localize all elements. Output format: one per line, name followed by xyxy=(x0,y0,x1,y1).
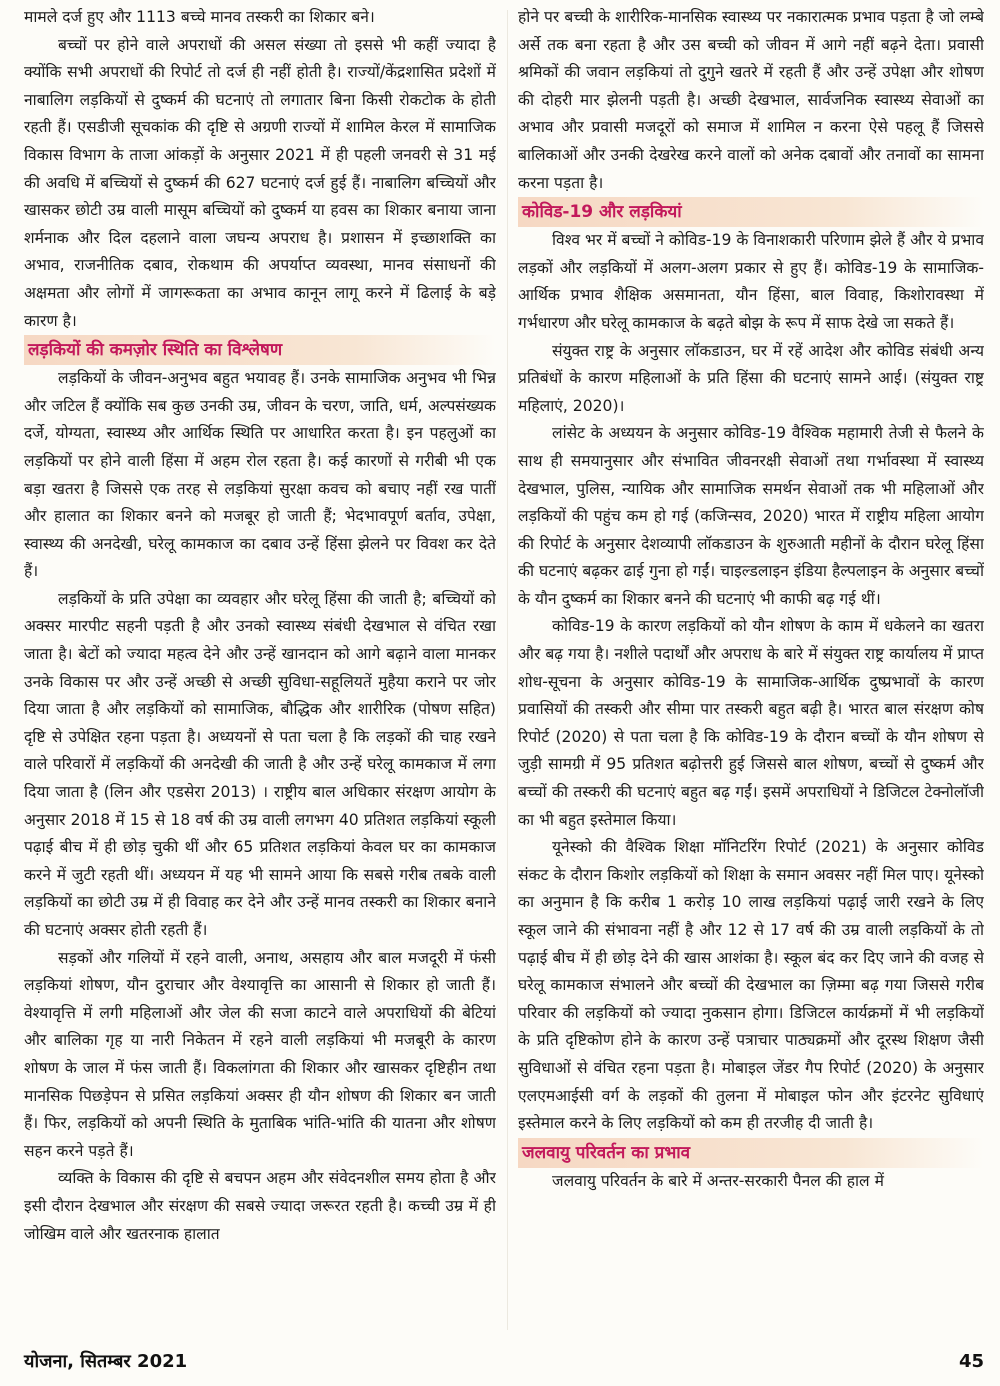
paragraph: यूनेस्को की वैश्विक शिक्षा मॉनिटरिंग रिपोर्ट (2021) के अनुसार कोविड संकट के दौरान किशोर लड़कियों को शिक्षा के समान अवसर नहीं मिल पाए। यूनेस्को का अनुमान है कि करीब 1 करोड़ 10 लाख लड़कियां पढ़ाई जारी रखने के लिए स्कूल जाने की संभावना नहीं है और 12 से 17 वर्ष की उम्र वाली लड़कियों के तो पढ़ाई बीच में ही छोड़ देने की खास आशंका है। स्कूल बंद कर दिए जाने की वजह से घरेलू कामकाज संभालने और बच्चों की देखभाल का ज़िम्मा बढ़ गया जिससे गरीब परिवार की लड़कियों को ज्यादा नुकसान होगा। डिजिटल कार्यक्रमों में भी लड़कियों के प्रति दृष्टिकोण होने के कारण उन्हें पत्राचार पाठ्यक्रमों और दूरस्थ शिक्षण जैसी सुविधाओं से वंचित रहना पड़ता है। मोबाइल जेंडर गैप रिपोर्ट (2020) के अनुसार एलएमआईसी वर्ग के लड़कों की तुलना में मोबाइल फोन और इंटरनेट सुविधाएं इस्तेमाल करने के लिए लड़कियों को कम ही तरजीह दी जाती है। xyxy=(518,838,984,1133)
paragraph: होने पर बच्ची के शारीरिक-मानसिक स्वास्थ्य पर नकारात्मक प्रभाव पड़ता है जो लम्बे अर्से तक बना रहता है और उस बच्ची को जीवन में आगे नहीं बढ़ने देता। प्रवासी श्रमिकों की जवान लड़कियां तो दुगुने खतरे में रहती हैं और उन्हें उपेक्षा और शोषण की दोहरी मार झेलनी पड़ती है। अच्छी देखभाल, सार्वजनिक स्वास्थ्य सेवाओं का अभाव और प्रवासी मजदूरों को समाज में शामिल न करना ऐसे पहलू हैं जिससे बालिकाओं और उनकी देखरेख करने वालों को अनेक दबावों और तनावों का सामना करना पड़ता है। xyxy=(518,8,984,192)
section-heading: कोविड-19 और लड़कियां xyxy=(518,197,984,227)
right-column xyxy=(518,4,984,1336)
column-divider xyxy=(507,10,508,1330)
paragraph: मामले दर्ज हुए और 1113 बच्चे मानव तस्करी का शिकार बने। xyxy=(24,8,375,26)
page-footer xyxy=(24,1346,984,1376)
paragraph: लड़कियों के जीवन-अनुभव बहुत भयावह हैं। उनके सामाजिक अनुभव भी भिन्न और जटिल हैं क्योंकि सब कुछ उनकी उम्र, जीवन के चरण, जाति, धर्म, अल्पसंख्यक दर्जे, योग्यता, स्वास्थ्य और आर्थिक स्थिति पर आधारित करता है। इन पहलुओं का लड़कियों पर होने वाली हिंसा में अहम रोल रहता है। कई कारणों से गरीबी भी एक बड़ा खतरा है जिससे एक तरह से लड़कियां सुरक्षा कवच को बचाए नहीं रख पातीं और हालात का शिकार बनने को मजबूर हो जाती हैं; भेदभावपूर्ण बर्ताव, उपेक्षा, स्वास्थ्य की अनदेखी, घरेलू कामकाज का दबाव उन्हें हिंसा झेलने पर विवश कर देते हैं। xyxy=(24,369,496,581)
section-heading: जलवायु परिवर्तन का प्रभाव xyxy=(518,1138,984,1168)
paragraph: संयुक्त राष्ट्र के अनुसार लॉकडाउन, घर में रहें आदेश और कोविड संबंधी अन्य प्रतिबंधों के कारण महिलाओं के प्रति हिंसा की घटनाएं सामने आई। (संयुक्त राष्ट्र महिलाएं, 2020)। xyxy=(518,341,984,415)
paragraph: व्यक्ति के विकास की दृष्टि से बचपन अहम और संवेदनशील समय होता है और इसी दौरान देखभाल और संरक्षण की सबसे ज्यादा जरूरत रहती है। कच्ची उम्र में ही जोखिम वाले और खतरनाक हालात xyxy=(24,1169,496,1243)
left-column xyxy=(24,4,496,1336)
page-number: 45 xyxy=(958,1350,984,1372)
paragraph: जलवायु परिवर्तन के बारे में अन्तर-सरकारी पैनल की हाल में xyxy=(552,1171,884,1190)
paragraph: बच्चों पर होने वाले अपराधों की असल संख्या तो इससे भी कहीं ज्यादा है क्योंकि सभी अपराधों की रिपोर्ट तो दर्ज ही नहीं होती है। राज्यों/केंद्रशासित प्रदेशों में नाबालिग लड़कियों से दुष्कर्म की घटनाएं तो लगातार बिना किसी रोकटोक के होती रहती हैं। एसडीजी सूचकांक की दृष्टि से अग्रणी राज्यों में शामिल केरल में सामाजिक विकास विभाग के ताजा आंकड़ों के अनुसार 2021 में ही पहली जनवरी से 31 मई की अवधि में बच्चियों से दुष्कर्म की 627 घटनाएं दर्ज हुई हैं। नाबालिग बच्चियों और खासकर छोटी उम्र वाली मासूम बच्चियों को दुष्कर्म या हवस का शिकार बनाया जाना शर्मनाक और दिल दहलाने वाला जघन्य अपराध है। प्रशासन में इच्छाशक्ति का अभाव, राजनीतिक दबाव, रोकथाम की अपर्याप्त व्यवस्था, मानव संसाधनों की अक्षमता और लोगों में जागरूकता का अभाव कानून लागू करने में ढिलाई के बड़े कारण है। xyxy=(24,35,496,330)
paragraph: सड़कों और गलियों में रहने वाली, अनाथ, असहाय और बाल मजदूरी में फंसी लड़कियां शोषण, यौन दुराचार और वेश्यावृत्ति का आसानी से शिकार हो जाती हैं। वेश्यावृत्ति में लगी महिलाओं और जेल की सजा काटने वाले अपराधियों की बेटियां और बालिका गृह या नारी निकेतन में रहने वाली लड़कियां भी मजबूरी के कारण शोषण के जाल में फंस जाती हैं। विकलांगता की शिकार और खासकर दृष्टिहीन तथा मानसिक पिछड़ेपन से प्रसित लड़कियां अक्सर ही यौन शोषण की शिकार बन जाती हैं। फिर, लड़कियों को अपनी स्थिति के मुताबिक भांति-भांति की यातना और शोषण सहन करने पड़ते हैं। xyxy=(24,948,496,1160)
publication-name: योजना, सितम्बर 2021 xyxy=(24,1351,188,1372)
paragraph: विश्व भर में बच्चों ने कोविड-19 के विनाशकारी परिणाम झेले हैं और ये प्रभाव लड़कों और लड़कियों में अलग-अलग प्रकार से हुए हैं। कोविड-19 के सामाजिक-आर्थिक प्रभाव शैक्षिक असमानता, यौन हिंसा, बाल विवाह, किशोरावस्था में गर्भधारण और घरेलू कामकाज के बढ़ते बोझ के रूप में साफ देखे जा सकते हैं। xyxy=(518,231,984,332)
paragraph: लांसेट के अध्ययन के अनुसार कोविड-19 वैश्विक महामारी तेजी से फैलने के साथ ही समयानुसार और संभावित जीवनरक्षी सेवाओं तथा गर्भावस्था में स्वास्थ्य देखभाल, पुलिस, न्यायिक और सामाजिक समर्थन सेवाओं तक भी महिलाओं और लड़कियों की पहुंच कम हो गई (कजिन्सव, 2020) भारत में राष्ट्रीय महिला आयोग की रिपोर्ट के अनुसार देशव्यापी लॉकडाउन के शुरुआती महीनों के दौरान घरेलू हिंसा की घटनाएं बढ़कर ढाई गुना हो गईं। चाइल्डलाइन इंडिया हैल्पलाइन के अनुसार बच्चों के यौन दुष्कर्म का शिकार बनने की घटनाएं भी काफी बढ़ गई थीं। xyxy=(518,424,984,608)
section-heading: लड़कियों की कमज़ोर स्थिति का विश्लेषण xyxy=(24,335,496,365)
paragraph: लड़कियों के प्रति उपेक्षा का व्यवहार और घरेलू हिंसा की जाती है; बच्चियों को अक्सर मारपीट सहनी पड़ती है और उनको स्वास्थ्य संबंधी देखभाल से वंचित रखा जाता है। बेटों को ज्यादा महत्व देने और उन्हें खानदान को आगे बढ़ाने वाला मानकर उनके विकास पर और उन्हें अच्छी से अच्छी सुविधा-सहूलियतें मुहैया कराने पर जोर दिया जाता है और लड़कियों को सामाजिक, बौद्धिक और शारीरिक (पोषण सहित) दृष्टि से उपेक्षित रहना पड़ता है। अध्ययनों से पता चला है कि लड़कों की चाह रखने वाले परिवारों में लड़कियों की अनदेखी की जाती है और उन्हें घरेलू कामकाज में लगा दिया जाता है (लिन और एडसेरा 2013) । राष्ट्रीय बाल अधिकार संरक्षण आयोग के अनुसार 2018 में 15 से 18 वर्ष की उम्र वाली लगभग 40 प्रतिशत लड़कियां स्कूली पढ़ाई बीच में ही छोड़ चुकी थीं और 65 प्रतिशत लड़कियां केवल घर का कामकाज करने में जुटी रहती थीं। अध्ययन में यह भी सामने आया कि सबसे गरीब तबके वाली लड़कियों का छोटी उम्र में ही विवाह कर देने और उन्हें मानव तस्करी का शिकार बनाने की घटनाएं अक्सर होती रहती हैं। xyxy=(24,589,496,939)
paragraph: कोविड-19 के कारण लड़कियों को यौन शोषण के काम में धकेलने का खतरा और बढ़ गया है। नशीले पदार्थों और अपराध के बारे में संयुक्त राष्ट्र कार्यालय में प्राप्त शोध-सूचना के अनुसार कोविड-19 के सामाजिक-आर्थिक दुष्प्रभावों के कारण प्रवासियों की तस्करी और सीमा पार तस्करी बहुत बढ़ी है। भारत बाल संरक्षण कोष रिपोर्ट (2020) से पता चला है कि कोविड-19 के दौरान बच्चों के यौन शोषण से जुड़ी सामग्री में 95 प्रतिशत बढ़ोत्तरी हुई जिससे बाल शोषण, बच्चों से दुष्कर्म और बच्चों की तस्करी की घटनाएं बहुत बढ़ गईं। इसमें अपराधियों ने डिजिटल टेक्नोलॉजी का भी बहुत इस्तेमाल किया। xyxy=(518,617,984,829)
